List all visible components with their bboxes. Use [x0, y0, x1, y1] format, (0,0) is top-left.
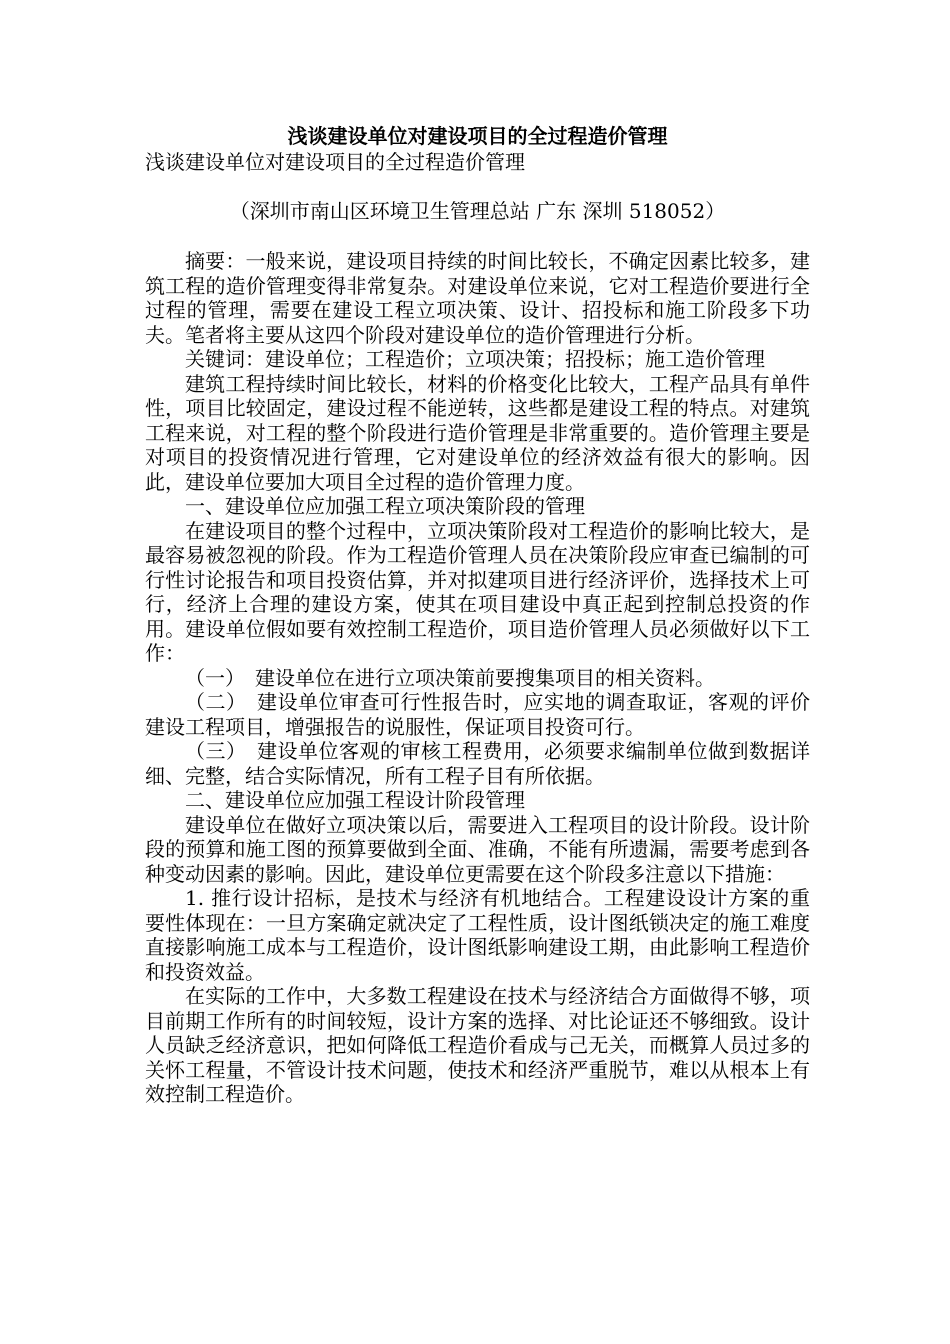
keywords-paragraph: 关键词：建设单位；工程造价；立项决策；招投标；施工造价管理	[185, 347, 765, 371]
section-1-item-1: （一） 建设单位在进行立项决策前要搜集项目的相关资料。	[185, 665, 715, 690]
section-2-heading: 二、建设单位应加强工程设计阶段管理	[185, 788, 525, 812]
intro-paragraph: 建筑工程持续时间比较长，材料的价格变化比较大，工程产品具有单件性，项目比较固定，建设过程不能逆转，这些都是建设工程的特点。对建筑工程来说，对工程的整个阶段进行造价管理是非常重要的。造价管理主要是对项目的投资情况进行管理，它对建设单位的经济效益有很大的影响。因此，建设单位要加大项目全过程的造价管理力度。	[145, 371, 810, 494]
document-title: 浅谈建设单位对建设项目的全过程造价管理	[287, 124, 668, 148]
document-body	[145, 123, 810, 1107]
abstract-paragraph: 摘要：一般来说，建设项目持续的时间比较长，不确定因素比较多，建筑工程的造价管理变得非常复杂。对建设单位来说，它对工程造价要进行全过程的管理，需要在建设工程立项决策、设计、招投标和施工阶段多下功夫。笔者将主要从这四个阶段对建设单位的造价管理进行分析。	[145, 249, 810, 347]
section-1-heading: 一、建设单位应加强工程立项决策阶段的管理	[185, 494, 585, 518]
document-subtitle: 浅谈建设单位对建设项目的全过程造价管理	[145, 150, 525, 174]
section-2-paragraph-2: 在实际的工作中，大多数工程建设在技术与经济结合方面做得不够，项目前期工作所有的时间较短，设计方案的选择、对比论证还不够细致。设计人员缺乏经济意识，把如何降低工程造价看成与己无关，而概算人员过多的关怀工程量，不管设计技术问题，使技术和经济严重脱节，难以从根本上有效控制工程造价。	[145, 984, 810, 1106]
section-2-paragraph: 建设单位在做好立项决策以后，需要进入工程项目的设计阶段。设计阶段的预算和施工图的预算要做到全面、准确，不能有所遗漏，需要考虑到各种变动因素的影响。因此，建设单位更需要在这个阶段多注意以下措施：	[145, 812, 810, 886]
section-1-item-3: （三） 建设单位客观的审核工程费用，必须要求编制单位做到数据详细、完整，结合实际情况，所有工程子目有所依据。	[145, 739, 810, 788]
author-affiliation: （深圳市南山区环境卫生管理总站 广东 深圳 518052）	[229, 199, 726, 223]
section-2-item-1: 1. 推行设计招标，是技术与经济有机地结合。工程建设设计方案的重要性体现在：一旦方案确定就决定了工程性质，设计图纸锁决定的施工难度直接影响施工成本与工程造价，设计图纸影响建设工期，由此影响工程造价和投资效益。	[145, 886, 810, 984]
section-1-paragraph: 在建设项目的整个过程中，立项决策阶段对工程造价的影响比较大，是最容易被忽视的阶段。作为工程造价管理人员在决策阶段应审查已编制的可行性讨论报告和项目投资估算，并对拟建项目进行经济评价，选择技术上可行，经济上合理的建设方案，使其在项目建设中真正起到控制总投资的作用。建设单位假如要有效控制工程造价，项目造价管理人员必须做好以下工作：	[145, 518, 810, 665]
section-1-item-2: （二） 建设单位审查可行性报告时，应实地的调查取证，客观的评价建设工程项目，增强报告的说服性，保证项目投资可行。	[145, 690, 810, 739]
